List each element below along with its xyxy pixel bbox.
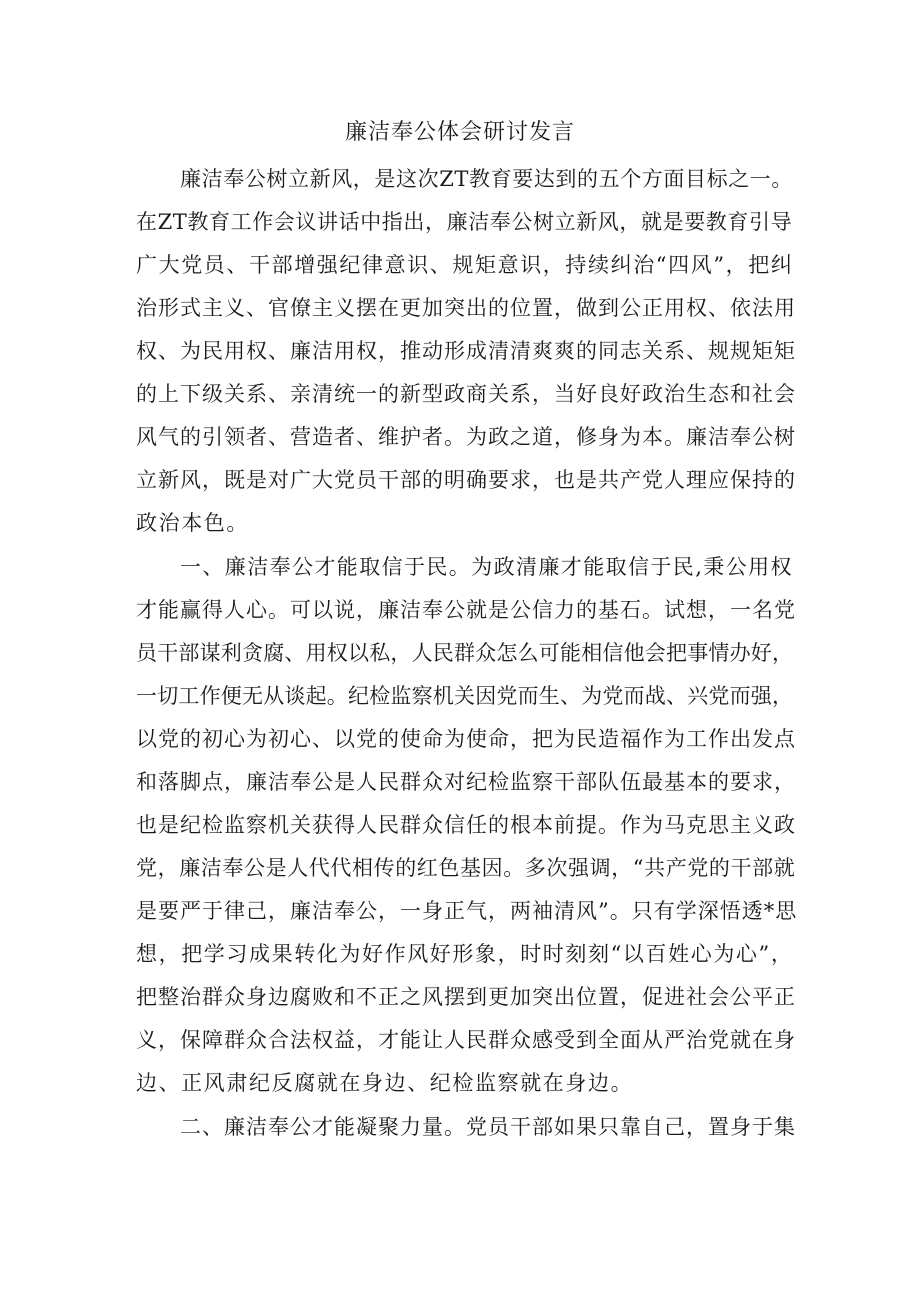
paragraph-line: 一切工作便无从谈起。纪检监察机关因党而生、为党而战、兴党而强， bbox=[136, 684, 794, 708]
paragraph-line: 边、正风肃纪反腐就在身边、纪检监察就在身边。 bbox=[136, 1071, 634, 1095]
paragraph-line: 是要严于律己，廉洁奉公，一身正气，两袖清风”。只有学深悟透*思 bbox=[136, 899, 798, 923]
paragraph-line: 立新风，既是对广大党员干部的明确要求，也是共产党人理应保持的 bbox=[136, 468, 796, 492]
paragraph-line: 员干部谋利贪腐、用权以私，人民群众怎么可能相信他会把事情办好， bbox=[136, 641, 794, 665]
paragraph-line: 才能赢得人心。可以说，廉洁奉公就是公信力的基石。试想，一名党 bbox=[136, 598, 796, 622]
paragraph-line: 也是纪检监察机关获得人民群众信任的根本前提。作为马克思主义政 bbox=[136, 813, 796, 837]
paragraph-line: 在ZT教育工作会议讲话中指出，廉洁奉公树立新风，就是要教育引导 bbox=[136, 210, 793, 234]
paragraph-line: 权、为民用权、廉洁用权，推动形成清清爽爽的同志关系、规规矩矩 bbox=[136, 339, 796, 363]
paragraph-line: 廉洁奉公树立新风，是这次ZT教育要达到的五个方面目标之一。 bbox=[180, 167, 793, 191]
paragraph-line: 以党的初心为初心、以党的使命为使命，把为民造福作为工作出发点 bbox=[136, 727, 796, 751]
paragraph-line: 治形式主义、官僚主义摆在更加突出的位置，做到公正用权、依法用 bbox=[136, 296, 796, 320]
paragraph-line: 的上下级关系、亲清统一的新型政商关系，当好良好政治生态和社会 bbox=[136, 382, 796, 406]
paragraph-1 bbox=[136, 158, 796, 545]
paragraph-line: 广大党员、干部增强纪律意识、规矩意识，持续纠治“四风”，把纠 bbox=[136, 253, 794, 277]
paragraph-2 bbox=[136, 546, 796, 1105]
paragraph-line: 党，廉洁奉公是人代代相传的红色基因。多次强调，“共产党的干部就 bbox=[136, 856, 796, 880]
paragraph-line: 政治本色。 bbox=[136, 511, 249, 535]
document-title: 廉洁奉公体会研讨发言 bbox=[344, 120, 575, 145]
paragraph-3 bbox=[136, 1106, 796, 1149]
paragraph-line: 二、廉洁奉公才能凝聚力量。党员干部如果只靠自己，置身于集 bbox=[180, 1115, 796, 1139]
paragraph-line: 想，把学习成果转化为好作风好形象，时时刻刻“以百姓心为心”， bbox=[136, 942, 794, 966]
paragraph-line: 风气的引领者、营造者、维护者。为政之道，修身为本。廉洁奉公树 bbox=[136, 425, 796, 449]
paragraph-line: 和落脚点，廉洁奉公是人民群众对纪检监察干部队伍最基本的要求， bbox=[136, 770, 796, 794]
paragraph-line: 把整治群众身边腐败和不正之风摆到更加突出位置，促进社会公平正 bbox=[136, 985, 796, 1009]
paragraph-line: 义，保障群众合法权益，才能让人民群众感受到全面从严治党就在身 bbox=[136, 1028, 796, 1052]
paragraph-line: 一、廉洁奉公才能取信于民。为政清廉才能取信于民,秉公用权 bbox=[180, 555, 793, 579]
